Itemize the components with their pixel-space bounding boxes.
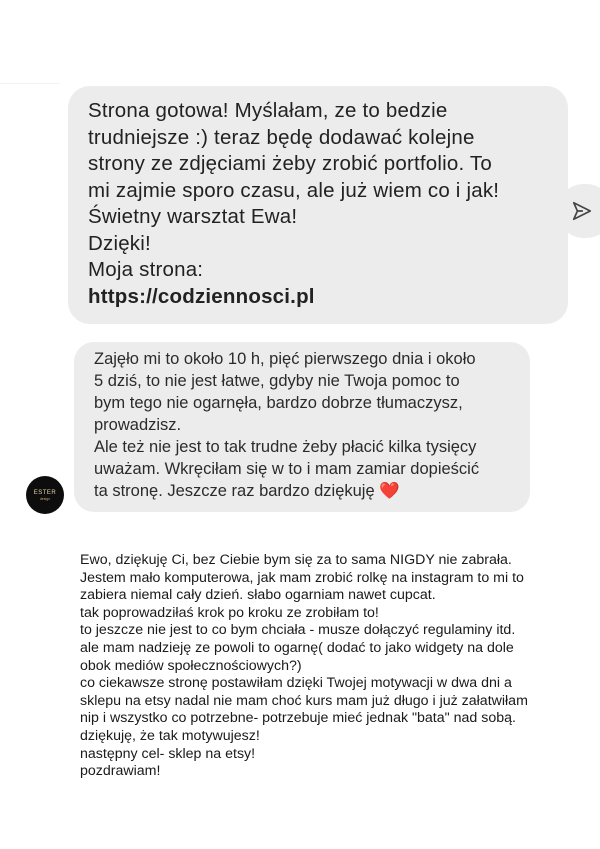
message-line: mi zajmie sporo czasu, ale już wiem co i jak! (88, 178, 500, 202)
avatar-logo-subtext: design (39, 496, 51, 501)
message-line: prowadzisz. (94, 416, 182, 434)
message-text: ta stronę. Jeszcze raz bardzo dziękuję (94, 482, 375, 500)
message-line: Dzięki! (88, 231, 151, 255)
message-line: uważam. Wkręciłam się w to i mam zamiar dopieścić (94, 460, 480, 478)
message-line (94, 480, 530, 502)
message-line: co ciekawsze stronę postawiłam dzięki Twojej motywacji w dwa dni a (80, 675, 512, 692)
message-line: ale mam nadzieję ze powoli to ogarnę( dodać to jako widgety na dole (80, 639, 514, 656)
message-line: strony ze zdjęciami żeby zrobić portfolio. To (88, 152, 492, 175)
message-line: 5 dziś, to nie jest łatwe, gdyby nie Twoja pomoc to (94, 372, 460, 390)
message-line: trudniejsze :) teraz będę dodawać kolejne (88, 125, 475, 149)
heart-icon: ❤️ (379, 482, 400, 500)
message-line: pozdrawiam! (80, 763, 161, 780)
message-line: tak poprowadziłaś krok po kroku ze zrobiłam to! (80, 604, 379, 621)
message-line: Ale też nie jest to tak trudne żeby płacić kilka tysięcy (94, 438, 477, 456)
message-line: Strona gotowa! Myślałam, ze to bedzie (88, 99, 448, 122)
chat-bubble-sent (68, 86, 568, 324)
message-line: nip i wszystko co potrzebne- potrzebuje mieć jednak "bata" nad sobą. (80, 710, 516, 727)
message-line: Ewo, dziękuję Ci, bez Ciebie bym się za to sama NIGDY nie zabrała. (80, 552, 512, 568)
send-icon (571, 200, 593, 222)
message-line: Zajęło mi to około 10 h, pięć pierwszego dnia i około (94, 350, 476, 368)
message-line: dziękuję, że tak motywujesz! (80, 727, 260, 744)
website-link[interactable]: https://codziennosci.pl (88, 284, 315, 308)
message-line: obok mediów społecznościowych?) (80, 657, 302, 674)
chat-bubble-received (74, 342, 530, 512)
plain-text-message (80, 552, 580, 781)
message-line: bym tego nie ogarnęła, bardzo dobrze tłumaczysz, (94, 394, 463, 412)
message-line: to jeszcze nie jest to co bym chciała - musze dołączyć regulaminy itd. (80, 622, 516, 639)
avatar[interactable] (26, 476, 64, 514)
top-divider (0, 83, 60, 84)
message-line: sklepu na etsy nadal nie mam choć kurs mam już długo i już załatwiłam (80, 692, 528, 709)
message-line: Świetny warsztat Ewa! (88, 205, 298, 228)
message-line: następny cel- sklep na etsy! (80, 745, 256, 762)
message-line: Jestem mało komputerowa, jak mam zrobić rolkę na instagram to mi to (80, 569, 524, 586)
message-line: Moja strona: (88, 258, 204, 281)
avatar-logo-text: ESTER (33, 489, 57, 496)
message-line: zabiera niemal cały dzień. słabo ogarniam nawet cupcat. (80, 587, 436, 604)
